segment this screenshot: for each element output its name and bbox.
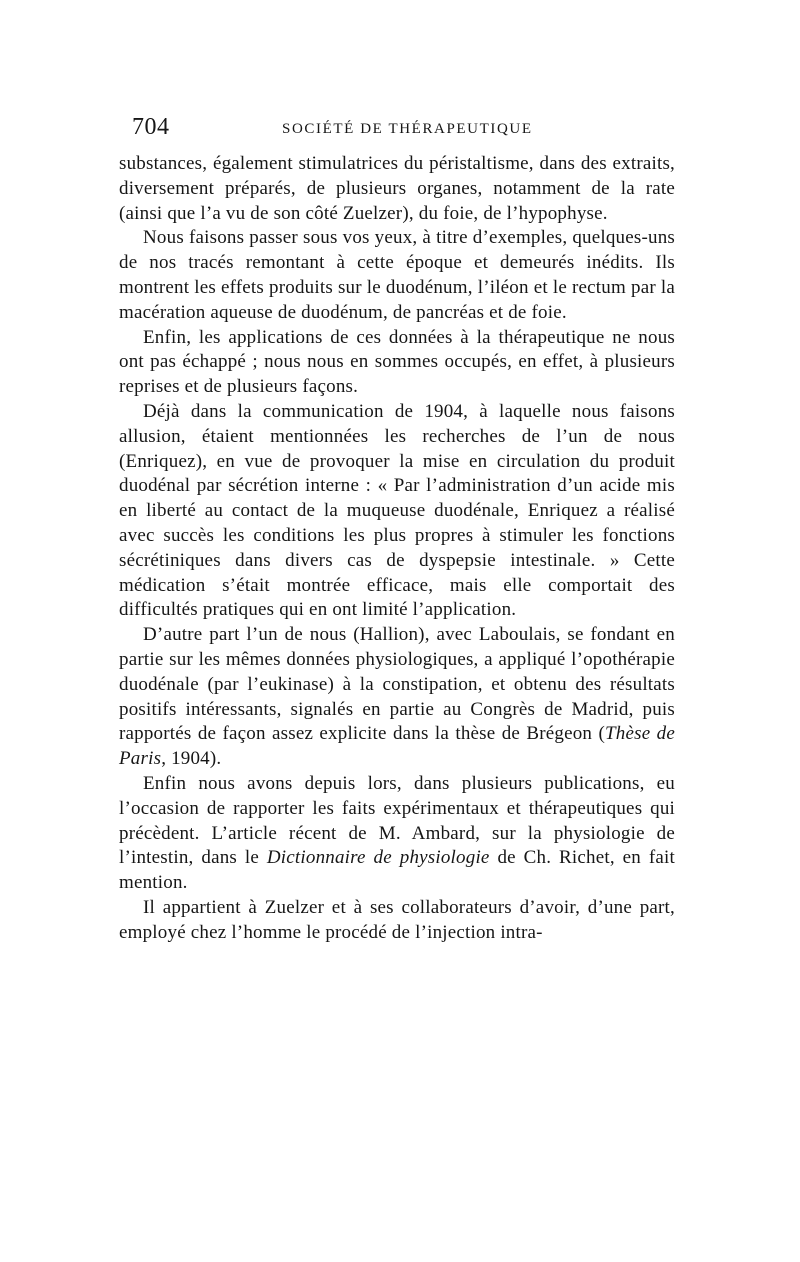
page-header [132,113,674,143]
paragraph-text: D’autre part l’un de nous (Hallion), avec Laboulais, se fondant en partie sur les mêmes données physiologiques, a appliqué l’opothérapie duodénale (par l’eukinase) à la constipation, et obtenu des résultats positifs intéressants, signalés en partie au Congrès de Madrid, puis rapportés de façon assez explicite dans la thèse de Brégeon ( [119,624,675,745]
paragraph [119,152,675,226]
paragraph-text: Déjà dans la communication de 1904, à laquelle nous faisons allusion, étaient mentionnées les recherches de l’un de nous (Enriquez), en vue de provoquer la mise en circulation du produit duodénal par sécrétion interne : « Par l’administration d’un acide mis en liberté au contact de la muqueuse duodénale, Enriquez a réalisé avec succès les conditions les plus propres à stimuler les fonctions sécrétiniques dans divers cas de dyspepsie intestinale. » Cette médication s’était montrée efficace, mais elle comportait des difficultés pratiques qui en ont limité l’application. [119,400,675,621]
paragraph-text: substances, également stimulatrices du péristaltisme, dans des extraits, diversement préparés, de plusieurs organes, notamment de la rate (ainsi que l’a vu de son côté Zuelzer), du foie, de l’hypophyse. [119,153,675,224]
paragraph [119,326,675,400]
paragraph-text: de Ch. Richet, en fait mention. [119,847,675,894]
italic-citation: Dictionnaire de physiologie [266,847,490,869]
paragraph [119,623,675,772]
paragraph-text: , 1904). [161,748,222,770]
page-number: 704 [132,114,170,140]
paragraph-text: Nous faisons passer sous vos yeux, à titre d’exemples, quelques-uns de nos tracés remontant à cette époque et demeurés inédits. Ils montrent les effets produits sur le duodénum, l’iléon et le rectum par la macération aqueuse de duodénum, de pancréas et de foie. [119,227,675,323]
paragraph-text: Enfin nous avons depuis lors, dans plusieurs publications, eu l’occasion de rapporter les faits expérimentaux et thérapeutiques qui précèdent. L’article récent de M. Ambard, sur la physiologie de l’intestin, dans le [119,772,675,869]
italic-citation: Thèse de Paris [119,723,675,770]
paragraph [119,896,675,946]
paragraph-text: Il appartient à Zuelzer et à ses collaborateurs d’avoir, d’une part, employé chez l’homme le procédé de l’injection intra- [119,896,675,943]
paragraph [119,226,675,325]
running-title: SOCIÉTÉ DE THÉRAPEUTIQUE [282,121,533,137]
paragraph [119,772,675,896]
body-text [119,152,675,946]
paragraph [119,400,675,623]
paragraph-text: Enfin, les applications de ces données à la thérapeutique ne nous ont pas échappé ; nous nous en sommes occupés, en effet, à plusieurs reprises et de plusieurs façons. [119,326,675,398]
